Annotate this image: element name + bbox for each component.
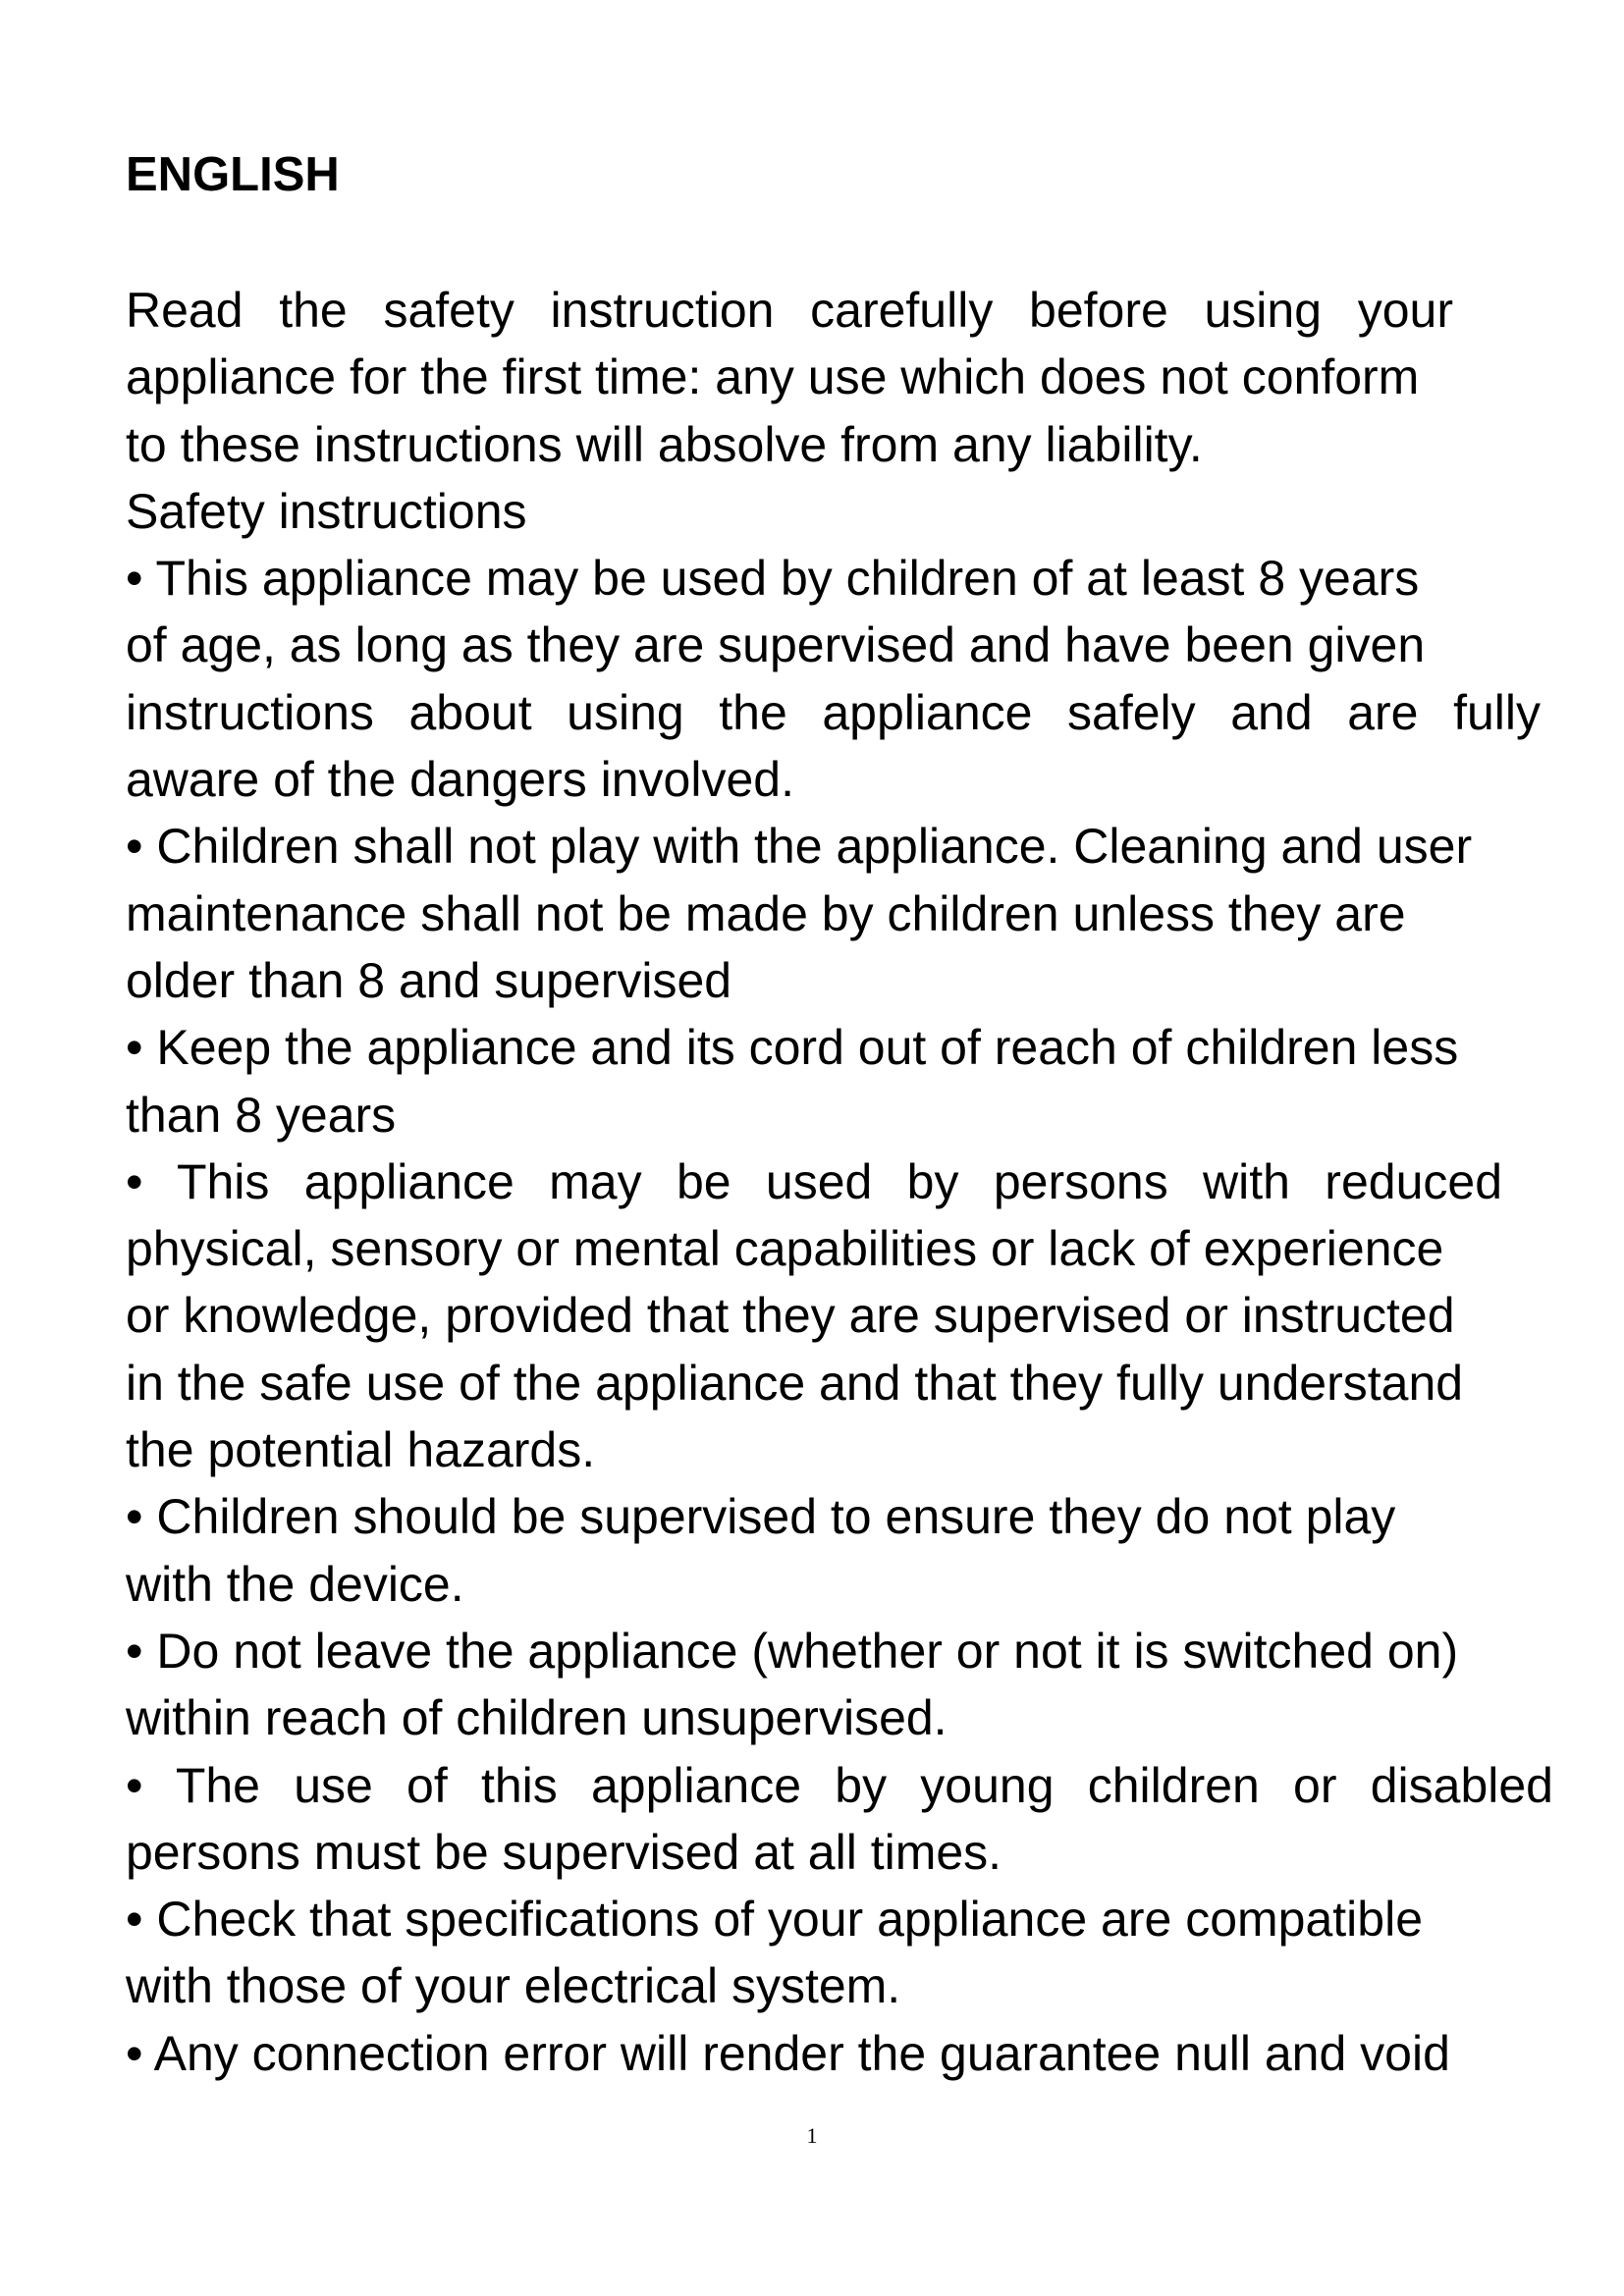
text-line: within reach of children unsupervised.: [126, 1690, 947, 1746]
section-title: Safety instructions: [126, 483, 527, 539]
text-line: instructions about using the appliance safely and are fully: [126, 684, 1541, 740]
text-line: the potential hazards.: [126, 1422, 596, 1478]
text-line: with the device.: [126, 1556, 464, 1612]
text-line: physical, sensory or mental capabilities or lack of experience: [126, 1221, 1444, 1277]
bullet-line: • This appliance may be used by children of at least 8 years: [126, 551, 1420, 607]
text-line: of age, as long as they are supervised and have been given: [126, 617, 1426, 673]
text-line: aware of the dangers involved.: [126, 752, 794, 808]
bullet-line: • Do not leave the appliance (whether or not it is switched on): [126, 1623, 1459, 1679]
text-line: maintenance shall not be made by children unless they are: [126, 885, 1406, 941]
language-heading: ENGLISH: [126, 148, 340, 201]
bullet-line: • Children should be supervised to ensure they do not play: [126, 1489, 1396, 1545]
bullet-line: • The use of this appliance by young children or disabled: [126, 1757, 1553, 1813]
bullet-line: • Check that specifications of your appliance are compatible: [126, 1892, 1423, 1948]
bullet-line: • Children shall not play with the appliance. Cleaning and user: [126, 819, 1473, 875]
text-line: than 8 years: [126, 1087, 397, 1143]
bullet-line: • Any connection error will render the guarantee null and void: [126, 2025, 1450, 2081]
text-line: persons must be supervised at all times.: [126, 1824, 1002, 1880]
bullet-line: • Keep the appliance and its cord out of reach of children less: [126, 1020, 1459, 1076]
text-line: Read the safety instruction carefully before using your: [126, 283, 1453, 338]
text-line: in the safe use of the appliance and that they fully understand: [126, 1355, 1464, 1411]
text-line: older than 8 and supervised: [126, 952, 732, 1008]
text-line: or knowledge, provided that they are supervised or instructed: [126, 1288, 1455, 1344]
text-line: with those of your electrical system.: [126, 1958, 901, 2014]
page-number: 1: [806, 2123, 818, 2148]
safety-instructions-text: [126, 277, 1559, 2087]
text-line: to these instructions will absolve from any liability.: [126, 416, 1203, 472]
text-line: appliance for the first time: any use which does not conform: [126, 349, 1420, 405]
bullet-line: • This appliance may be used by persons with reduced: [126, 1153, 1502, 1209]
